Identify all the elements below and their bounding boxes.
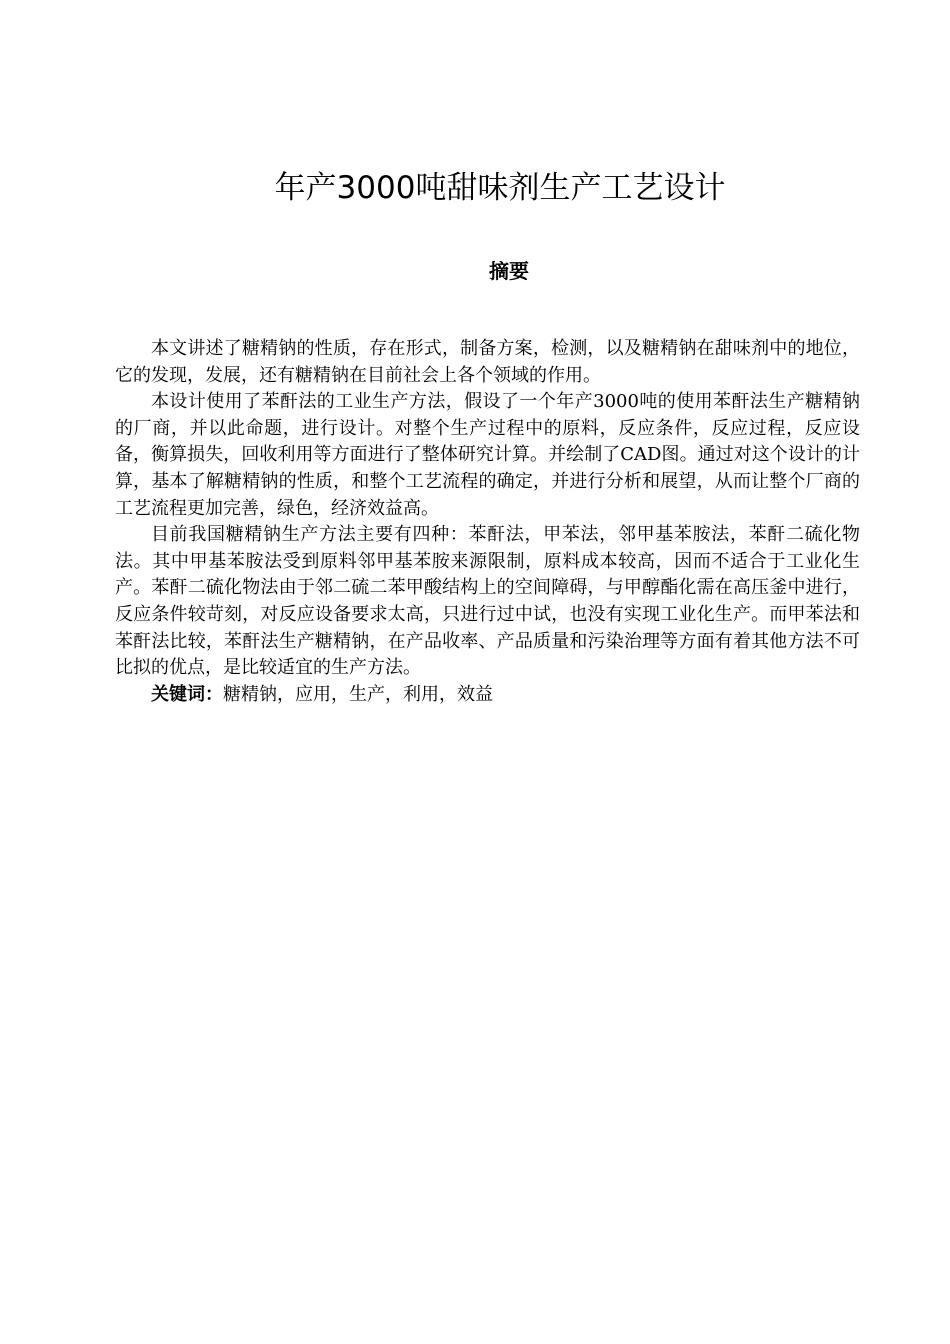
keywords-line xyxy=(115,682,860,709)
document-title: 年产3000吨甜味剂生产工艺设计 xyxy=(274,170,726,206)
abstract-heading: 摘要 xyxy=(489,259,529,283)
abstract-paragraph-1: 本文讲述了糖精钠的性质，存在形式，制备方案，检测，以及糖精钠在甜味剂中的地位，它的发现，发展，还有糖精钠在目前社会上各个领域的作用。 xyxy=(115,338,860,386)
keywords-value: 糖精钠，应用，生产，利用，效益 xyxy=(223,683,493,705)
abstract-paragraph-3: 目前我国糖精钠生产方法主要有四种：苯酐法，甲苯法，邻甲基苯胺法，苯酐二硫化物法。其中甲基苯胺法受到原料邻甲基苯胺来源限制，原料成本较高，因而不适合于工业化生产。苯酐二硫化物法由于邻二硫二苯甲酸结构上的空间障碍，与甲醇酯化需在高压釜中进行，反应条件较苛刻，对反应设备要求太高，只进行过中试，也没有实现工业化生产。而甲苯法和苯酐法比较，苯酐法生产糖精钠，在产品收率、产品质量和污染治理等方面有着其他方法不可比拟的优点，是比较适宜的生产方法。 xyxy=(115,524,860,679)
keywords-label: 关键词： xyxy=(151,683,223,705)
abstract-body xyxy=(115,336,860,708)
abstract-paragraph-2: 本设计使用了苯酐法的工业生产方法，假设了一个年产3000吨的使用苯酐法生产糖精钠的厂商，并以此命题，进行设计。对整个生产过程中的原料，反应条件，反应过程，反应设备，衡算损失，回收利用等方面进行了整体研究计算。并绘制了CAD图。通过对这个设计的计算，基本了解糖精钠的性质，和整个工艺流程的确定，并进行分析和展望，从而让整个厂商的工艺流程更加完善，绿色，经济效益高。 xyxy=(115,391,860,519)
